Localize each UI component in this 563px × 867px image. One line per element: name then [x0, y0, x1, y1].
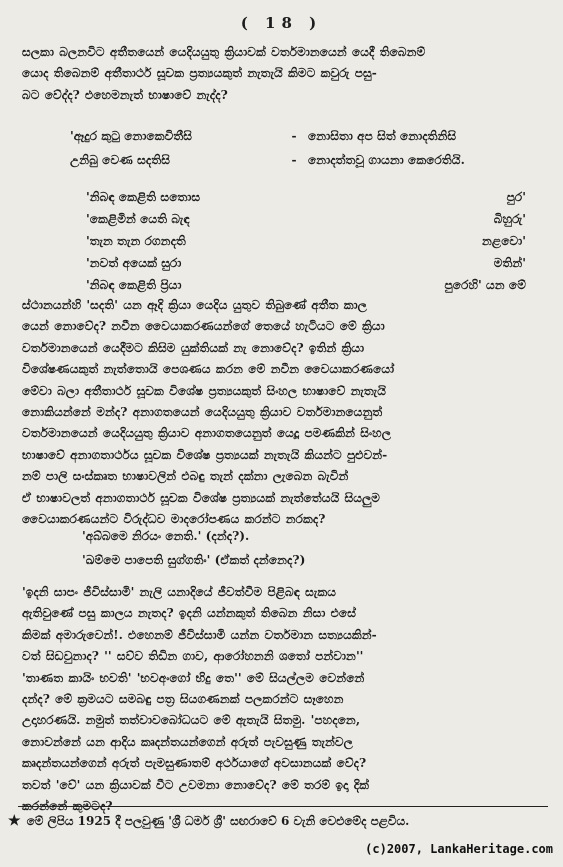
verse-line — [86, 252, 526, 274]
pair-source: උනිබු වෙණ සදතිසි — [70, 152, 170, 167]
verse-right: පුරෙහි' යන මේ — [444, 277, 526, 292]
text-line: 'තාණත කායිං භවති' 'භවඅංගෝ භිදු තෙ'' මේ සියල්ලම වෙන්නේ — [22, 670, 365, 685]
text-line: මේවා බලා අතීතාර්ථ සූචක විශේෂ ප්‍රත්‍යයකුත් සිංහල භාෂාවේ නැතැයි — [22, 383, 386, 398]
text-line: නොකියන්නේ මන්ද? අනාගතයෙන් යෙදියයුතු ක්‍රියාව වර්තමානයෙනුත් — [22, 405, 383, 420]
text-line: වත් සිඩවුනාද? '' සව්ව තිඩින ගාව, ආරෝහනනි ශතෝ පන්වාන'' — [22, 649, 364, 664]
verse-right: මතින්' — [493, 255, 526, 270]
footnote-text: මේ ලිපිය 1925 දී පලවුණු 'ශ්‍රී ධර්ම ශ්‍රී' සඟරාවේ 6 වැනි වෙළුමේද පළවිය. — [26, 813, 410, 828]
text-line: 'ඉදනි සාපං ජීවිස්සාමි' නැලි යනාදියේ ජීවත්වීම පිළිබඳ සැකය — [22, 585, 337, 599]
text-line: ඒ භාෂාවලත් අනාගතාර්ථ සූචක විශේෂ ප්‍රත්‍යයක් නැත්තේයයි සියලුම — [22, 490, 381, 505]
verse-right: බිහුරු' — [493, 211, 526, 226]
pair-gloss: නොසිතා අප සිත් නොදතිනිසි — [308, 128, 457, 143]
star-icon: ★ — [8, 813, 21, 829]
page-number: ( 18 ) — [240, 14, 323, 32]
copyright-notice: (c)2007, LankaHeritage.com — [365, 842, 553, 856]
verse-left: 'තැන තැන රගනදති — [86, 233, 186, 248]
paragraph-closing — [22, 582, 544, 817]
text-line: විශේෂණයකුත් නැත්තොයි පෙශණය කරන මේ නවීන වෛයාකරණයෝ — [22, 362, 395, 377]
verse-right: නළවො' — [482, 233, 526, 248]
text-line: තවත් 'වේ' යන ක්‍රියාවක් වීට උවමනා නොවේද? මේ තරම් ඉදා දික් — [22, 777, 370, 792]
footnote-divider — [18, 806, 548, 807]
pair-source: 'ඈදුර කුටු නොකෙවිතීසි — [70, 128, 193, 143]
text-line: යෙන් නොවේද? නවීන වෛයාකරණයන්ගේ තෙයේ හැටියට මේ ක්‍රියා — [22, 319, 385, 334]
glossed-pairs — [70, 124, 540, 172]
text-line: නොවන්නේ යන ආදිය කෘදන්තයන්ගෙන් අරුත් පැවසුණු තැන්වල — [22, 734, 353, 749]
verse-line — [86, 274, 526, 296]
pair-gloss: නොදත්තවූ ගායනා කෙරෙතියි. — [308, 152, 465, 167]
footnote — [8, 813, 556, 829]
text-line: භාෂාවේ අනාගතාර්ථය සූචක විශේෂ ප්‍රත්‍යයක් නැතැයි කියන්ට පුළුවන්- — [22, 447, 388, 462]
pair-dash: - — [291, 129, 297, 143]
text-line: සලකා බලනවිට අතීතයෙන් යෙදියයුතු ක්‍රියාවක් වර්තමානයෙන් යෙදී තිබෙනම් — [22, 45, 426, 59]
text-line: කෘදන්තයන්ගෙන් අරුත් පැමසුණාතම් අර්ථයාගේ අවසානයක් වේද? — [22, 756, 367, 771]
verse-line — [86, 230, 526, 252]
text-line: වෛයාකරණයන්ට විරුද්ධව මාදරෝපණය කරන්ට නරකද? — [22, 512, 326, 527]
text-line: දන්ද? මේ ක්‍රමයට සමබඳු පත්‍ර සියගණනක් පලකරන්ට සෑහෙන — [22, 692, 344, 707]
text-line: වර්තමානයෙන් යෙදියයුතු ක්‍රියාව අනාගතයෙනුත් යෙදූ පමණකින් සිංහල — [22, 426, 392, 441]
verse-line — [86, 186, 526, 208]
text-line: උදාහරණයි. නමුත් තත්වාවබෝධයට මේ ඇතැයි සිතමු. 'පහදනෙ, — [22, 713, 361, 728]
pair-row — [70, 148, 540, 172]
verse-right: පුර' — [506, 189, 526, 204]
text-line: වර්තමානයෙන් යෙදීමට කිසිම යුක්තියක් නැ නොවේද? ඉතින් ක්‍රියා — [22, 340, 365, 355]
paragraph-intro — [22, 42, 544, 106]
quote-line: 'ඛම්මෙ පාපෙති සුග්ගතිං' (ඒකත් දන්නෙද?) — [82, 552, 306, 567]
pair-row — [70, 124, 540, 148]
text-line: කරන්නේ කුමටද? — [22, 799, 113, 814]
verse-block — [86, 186, 526, 296]
paragraph-body — [22, 295, 544, 530]
text-line: යොද තිබෙනම් අතීතාර්ථ සූචක ප්‍රත්‍යයකුත් නැතැයි කිමට කවුරු පසු- — [22, 66, 377, 81]
text-line: කිමක් අමාරුවෙන්!. එහෙනම් ජීවිස්සාමි යන්න වර්තමාන සත්‍යයකින්- — [22, 627, 377, 642]
text-line: බට වේද්ද? එහෙමනැත් භාෂාවේ නැද්ද? — [22, 87, 228, 102]
text-line: ස්ථානයන්හි 'සදති' යන ඈදි ක්‍රියා යෙදිය යුතුව තිබුණේ අතීත කාල — [22, 298, 367, 312]
verse-line — [86, 208, 526, 230]
verse-left: 'කෙළිමින් යෙති බැඳ — [86, 211, 190, 226]
verse-left: 'නිබඳ කෙළිති සතොස — [86, 189, 201, 204]
verse-left: 'නිබඳ කෙළිති ප්‍රියා — [86, 277, 182, 292]
verse-left: 'නවත් අයෙක් සුරා — [86, 255, 182, 270]
quote-line: 'අබ්බමෙ නිරයං නෙති.' (දන්ද?). — [82, 528, 250, 543]
text-line: නම් පාලි සංස්කෘත භාෂාවලින් එබඳු තැන් දක්නා ලැබෙන බැවින් — [22, 469, 349, 484]
quoted-examples — [82, 524, 522, 572]
text-line: ඇතිවුණේ පසු කාලය නැතද? ඉදනි යන්නකුත් තිබෙන නිසා එසේ — [22, 606, 356, 621]
pair-dash: - — [291, 153, 297, 167]
